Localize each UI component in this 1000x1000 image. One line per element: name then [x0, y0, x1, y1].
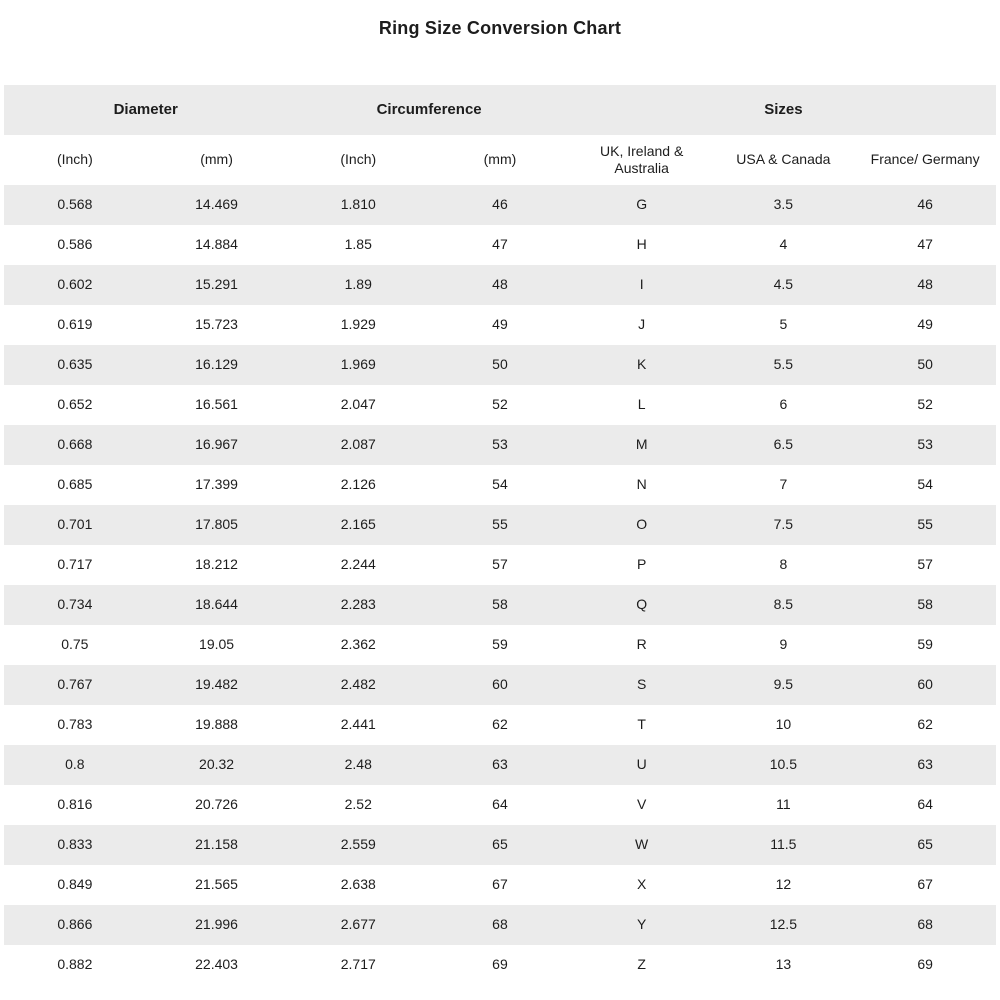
table-cell: 46 — [492, 196, 508, 213]
table-cell: 0.685 — [57, 476, 93, 493]
table-row — [4, 265, 996, 305]
table-cell: 7 — [779, 476, 788, 493]
table-cell: I — [639, 276, 644, 293]
table-cell: 15.291 — [195, 276, 238, 293]
table-cell: 1.85 — [344, 236, 372, 253]
table-cell: 47 — [917, 236, 933, 253]
table-cell: 55 — [492, 516, 508, 533]
table-cell: 0.767 — [57, 676, 93, 693]
table-row — [4, 745, 996, 785]
table-cell: 64 — [917, 796, 933, 813]
table-cell: 2.047 — [340, 396, 376, 413]
table-row — [4, 385, 996, 425]
col-header-circumference-inch: (Inch) — [340, 151, 377, 168]
group-header-row — [4, 85, 996, 135]
table-cell: 67 — [917, 876, 933, 893]
table-cell: 4 — [779, 236, 788, 253]
table-cell: 2.482 — [340, 676, 376, 693]
col-header-usa-canada: USA & Canada — [736, 151, 831, 168]
table-cell: 0.668 — [57, 436, 93, 453]
table-cell: 49 — [492, 316, 508, 333]
table-cell: 21.158 — [195, 836, 238, 853]
table-cell: 21.996 — [195, 916, 238, 933]
table-cell: 14.469 — [195, 196, 238, 213]
table-cell: 18.644 — [195, 596, 238, 613]
table-row — [4, 785, 996, 825]
table-cell: 48 — [917, 276, 933, 293]
table-body — [4, 185, 996, 985]
table-cell: N — [636, 476, 647, 493]
table-cell: 50 — [917, 356, 933, 373]
table-row — [4, 905, 996, 945]
table-cell: 0.882 — [57, 956, 93, 973]
table-cell: 59 — [492, 636, 508, 653]
table-row — [4, 185, 996, 225]
column-header-row — [4, 135, 996, 185]
table-row — [4, 945, 996, 985]
table-cell: 57 — [917, 556, 933, 573]
table-cell: 20.32 — [199, 756, 235, 773]
table-cell: Z — [637, 956, 646, 973]
table-cell: X — [636, 876, 647, 893]
table-row — [4, 425, 996, 465]
table-cell: 15.723 — [195, 316, 238, 333]
table-cell: 11 — [776, 796, 791, 813]
table-cell: 60 — [917, 676, 933, 693]
table-cell: 19.05 — [199, 636, 235, 653]
table-row — [4, 505, 996, 545]
table-row — [4, 585, 996, 625]
table-cell: 54 — [917, 476, 933, 493]
table-cell: 52 — [492, 396, 508, 413]
table-cell: R — [636, 636, 647, 653]
table-cell: 0.8 — [65, 756, 85, 773]
table-cell: S — [636, 676, 647, 693]
table-cell: 10 — [775, 716, 792, 733]
table-cell: V — [636, 796, 647, 813]
table-cell: 2.677 — [340, 916, 376, 933]
table-row — [4, 825, 996, 865]
table-cell: 0.568 — [57, 196, 93, 213]
table-cell: 7.5 — [773, 516, 794, 533]
table-row — [4, 465, 996, 505]
table-cell: 2.559 — [340, 836, 376, 853]
table-cell: 55 — [917, 516, 933, 533]
table-cell: L — [637, 396, 646, 413]
page-title: Ring Size Conversion Chart — [378, 18, 622, 38]
table-cell: 0.734 — [57, 596, 93, 613]
table-cell: 58 — [492, 596, 508, 613]
table-cell: P — [636, 556, 647, 573]
table-cell: 69 — [917, 956, 933, 973]
table-cell: 2.126 — [340, 476, 376, 493]
table-cell: 2.362 — [340, 636, 376, 653]
table-cell: J — [638, 316, 646, 333]
ring-size-conversion-table — [4, 85, 996, 985]
table-cell: 52 — [917, 396, 933, 413]
table-row — [4, 225, 996, 265]
table-cell: 0.866 — [57, 916, 93, 933]
table-cell: 9.5 — [773, 676, 794, 693]
col-header-diameter-mm: (mm) — [200, 151, 233, 168]
table-cell: 65 — [917, 836, 933, 853]
table-cell: 0.849 — [57, 876, 93, 893]
table-cell: 53 — [917, 436, 933, 453]
table-cell: 22.403 — [195, 956, 238, 973]
table-row — [4, 545, 996, 585]
table-cell: T — [637, 716, 646, 733]
table-cell: 0.586 — [57, 236, 93, 253]
table-cell: 49 — [917, 316, 933, 333]
table-cell: 2.244 — [340, 556, 376, 573]
table-cell: 0.619 — [57, 316, 93, 333]
table-cell: G — [636, 196, 648, 213]
table-cell: 21.565 — [195, 876, 238, 893]
table-row — [4, 625, 996, 665]
table-cell: 17.805 — [195, 516, 238, 533]
table-cell: 11.5 — [770, 836, 797, 853]
table-cell: 6 — [779, 396, 788, 413]
table-cell: 1.89 — [344, 276, 372, 293]
table-cell: 3.5 — [773, 196, 794, 213]
col-header-circumference-mm: (mm) — [483, 151, 517, 168]
table-cell: 16.129 — [195, 356, 238, 373]
table-cell: H — [636, 236, 647, 253]
table-cell: 1.969 — [340, 356, 376, 373]
table-cell: 64 — [492, 796, 508, 813]
table-cell: 8.5 — [773, 596, 794, 613]
table-cell: 12 — [775, 876, 792, 893]
table-cell: 9 — [779, 636, 788, 653]
table-cell: 1.810 — [340, 196, 376, 213]
table-cell: 62 — [917, 716, 933, 733]
table-cell: 19.888 — [195, 716, 238, 733]
table-cell: 10.5 — [769, 756, 797, 773]
table-cell: 4.5 — [773, 276, 794, 293]
table-cell: 69 — [492, 956, 508, 973]
table-cell: 2.165 — [340, 516, 376, 533]
table-cell: 12.5 — [769, 916, 797, 933]
table-cell: 2.717 — [340, 956, 376, 973]
col-header-uk-ireland-australia: UK, Ireland & Australia — [600, 142, 684, 176]
table-row — [4, 865, 996, 905]
table-cell: 58 — [917, 596, 933, 613]
table-cell: 1.929 — [340, 316, 376, 333]
table-cell: 0.833 — [57, 836, 93, 853]
table-cell: 0.816 — [57, 796, 93, 813]
table-cell: 2.441 — [340, 716, 376, 733]
table-cell: 20.726 — [195, 796, 238, 813]
table-cell: 67 — [492, 876, 508, 893]
table-cell: Q — [636, 596, 648, 613]
table-cell: 63 — [492, 756, 508, 773]
table-cell: 68 — [492, 916, 508, 933]
table-cell: 2.52 — [344, 796, 372, 813]
group-header-sizes: Sizes — [764, 100, 803, 118]
table-cell: 16.561 — [195, 396, 238, 413]
table-cell: K — [636, 356, 647, 373]
table-row — [4, 705, 996, 745]
table-cell: 2.638 — [340, 876, 376, 893]
table-cell: Y — [636, 916, 647, 933]
table-cell: 6.5 — [773, 436, 794, 453]
table-cell: 0.652 — [57, 396, 93, 413]
table-cell: 0.783 — [57, 716, 93, 733]
table-cell: 53 — [492, 436, 508, 453]
table-cell: 0.701 — [57, 516, 93, 533]
table-cell: U — [636, 756, 647, 773]
table-cell: 68 — [917, 916, 933, 933]
table-cell: 60 — [492, 676, 508, 693]
table-cell: O — [636, 516, 648, 533]
table-cell: 5 — [779, 316, 788, 333]
table-cell: 0.75 — [61, 636, 89, 653]
group-header-circumference: Circumference — [376, 100, 482, 118]
table-cell: 8 — [779, 556, 788, 573]
table-cell: 2.087 — [340, 436, 376, 453]
table-cell: 2.283 — [340, 596, 376, 613]
table-cell: 54 — [492, 476, 508, 493]
table-cell: 0.635 — [57, 356, 93, 373]
table-cell: 0.602 — [57, 276, 93, 293]
table-cell: 65 — [492, 836, 508, 853]
table-cell: 0.717 — [57, 556, 93, 573]
table-cell: 13 — [775, 956, 792, 973]
table-cell: 63 — [917, 756, 933, 773]
col-header-diameter-inch: (Inch) — [56, 151, 93, 168]
table-cell: 59 — [917, 636, 933, 653]
table-cell: 50 — [492, 356, 508, 373]
table-cell: 62 — [492, 716, 508, 733]
table-cell: W — [635, 836, 649, 853]
table-row — [4, 305, 996, 345]
table-cell: 47 — [492, 236, 508, 253]
col-header-france-germany: France/ Germany — [870, 151, 980, 168]
group-header-diameter: Diameter — [113, 100, 178, 118]
table-cell: 18.212 — [195, 556, 238, 573]
table-cell: 57 — [492, 556, 508, 573]
table-row — [4, 665, 996, 705]
table-cell: M — [635, 436, 648, 453]
table-cell: 16.967 — [195, 436, 238, 453]
table-cell: 48 — [492, 276, 508, 293]
table-cell: 17.399 — [195, 476, 238, 493]
table-cell: 46 — [917, 196, 933, 213]
table-cell: 14.884 — [195, 236, 238, 253]
table-cell: 5.5 — [773, 356, 794, 373]
table-cell: 2.48 — [344, 756, 372, 773]
table-row — [4, 345, 996, 385]
table-cell: 19.482 — [195, 676, 238, 693]
